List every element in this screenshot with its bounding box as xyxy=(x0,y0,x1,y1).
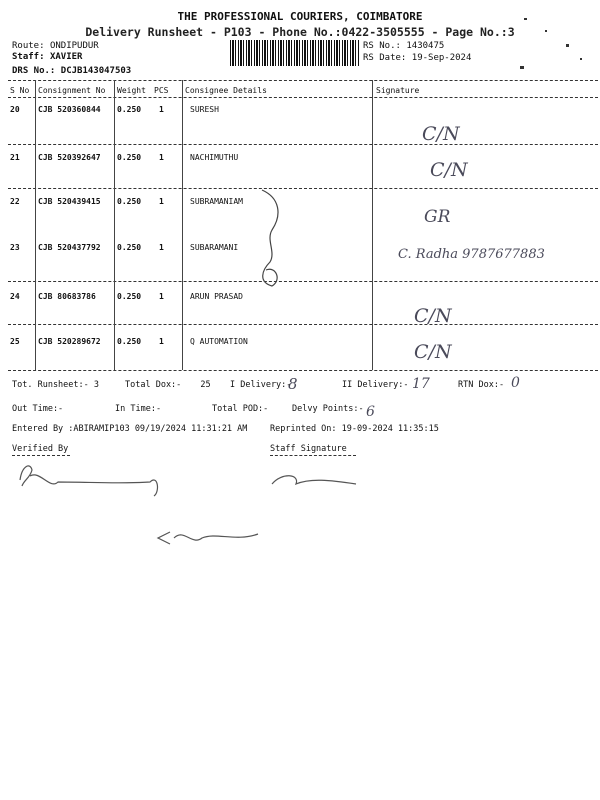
row-consignment: CJB 520439415 xyxy=(38,197,101,206)
scan-speck xyxy=(520,66,524,69)
row-signature: GR xyxy=(424,207,451,227)
staff-value: XAVIER xyxy=(49,52,83,62)
column-header-weight: Weight xyxy=(117,86,146,95)
rtn-dox-label: RTN Dox:- xyxy=(458,380,505,390)
row-rule xyxy=(8,144,598,145)
row-weight: 0.250 xyxy=(117,197,142,206)
i-delivery-label: I Delivery:- xyxy=(230,380,292,390)
verified-by-signature xyxy=(20,466,157,496)
scan-speck xyxy=(580,58,582,60)
row-consignee: SURESH xyxy=(190,105,219,114)
staff-signature-mark xyxy=(272,476,356,484)
scan-speck xyxy=(545,30,547,32)
rs-date-value: 19-Sep-2024 xyxy=(411,53,472,63)
row-pcs: 1 xyxy=(159,197,164,206)
row-sno: 20 xyxy=(10,105,20,114)
staff-line xyxy=(12,52,82,62)
in-time-label: In Time:- xyxy=(115,404,162,414)
column-divider xyxy=(182,80,183,370)
row-weight: 0.250 xyxy=(117,292,142,301)
runsheet-subtitle: Delivery Runsheet - P103 - Phone No.:0422-3505555 - Page No.:3 xyxy=(85,25,515,39)
row-consignee: Q AUTOMATION xyxy=(190,337,248,346)
tot-runsheet: Tot. Runsheet:- 3 xyxy=(12,380,99,390)
staff-signature-underline xyxy=(270,455,356,456)
route-value: ONDIPUDUR xyxy=(49,41,99,51)
reprinted-on: Reprinted On: 19-09-2024 11:35:15 xyxy=(270,424,439,434)
row-weight: 0.250 xyxy=(117,243,142,252)
column-divider xyxy=(35,80,36,370)
column-header-consignment: Consignment No xyxy=(38,86,106,95)
total-dox-label: Total Dox:- xyxy=(125,380,182,390)
row-pcs: 1 xyxy=(159,243,164,252)
row-weight: 0.250 xyxy=(117,105,142,114)
barcode-image xyxy=(230,40,360,66)
rs-no-label: RS No.: xyxy=(363,41,401,51)
row-pcs: 1 xyxy=(159,292,164,301)
ii-delivery-label: II Delivery:- xyxy=(342,380,409,390)
row-sno: 22 xyxy=(10,197,20,206)
row-weight: 0.250 xyxy=(117,337,142,346)
row-consignee: SUBARAMANI xyxy=(190,243,239,252)
row-consignment: CJB 80683786 xyxy=(38,292,96,301)
rs-date-label: RS Date: xyxy=(363,53,407,63)
row-signature: C/N xyxy=(422,123,460,145)
delvy-points-label: Delvy Points:- xyxy=(292,404,364,414)
scan-speck xyxy=(524,18,527,20)
i-delivery-hand-value: 8 xyxy=(288,375,298,393)
row-signature: C. Radha 9787677883 xyxy=(398,247,545,262)
row-consignee: SUBRAMANIAM xyxy=(190,197,243,206)
rs-no-line xyxy=(363,41,444,51)
column-header-consignee: Consignee Details xyxy=(185,86,267,95)
row-sno: 24 xyxy=(10,292,20,301)
row-consignee: NACHIMUTHU xyxy=(190,153,239,162)
row-sno: 25 xyxy=(10,337,20,346)
table-top-rule xyxy=(8,80,598,81)
column-divider xyxy=(372,80,373,370)
column-header-sno: S No xyxy=(10,86,30,95)
extra-signature-mark xyxy=(158,532,258,544)
row-signature: C/N xyxy=(430,159,468,181)
out-time-label: Out Time:- xyxy=(12,404,64,414)
row-sno: 21 xyxy=(10,153,20,162)
table-bottom-rule xyxy=(8,370,598,371)
rtn-dox-hand-value: 0 xyxy=(511,375,520,391)
staff-signature-label: Staff Signature xyxy=(270,444,347,454)
drs-value: DCJB143047503 xyxy=(60,66,132,76)
row-pcs: 1 xyxy=(159,105,164,114)
column-header-pcs: PCS xyxy=(154,86,169,95)
bracket-mark xyxy=(262,190,278,286)
company-title: THE PROFESSIONAL COURIERS, COIMBATORE xyxy=(177,10,423,23)
delvy-points-hand-value: 6 xyxy=(366,404,375,420)
table-header-rule xyxy=(8,97,598,98)
entered-by: Entered By :ABIRAMIP103 09/19/2024 11:31:21 AM xyxy=(12,424,248,434)
verified-by-underline xyxy=(12,455,70,456)
row-rule xyxy=(8,324,598,325)
total-pod-label: Total POD:- xyxy=(212,404,269,414)
row-signature: C/N xyxy=(414,305,452,327)
row-pcs: 1 xyxy=(159,337,164,346)
total-dox xyxy=(125,380,211,390)
row-consignment: CJB 520289672 xyxy=(38,337,101,346)
row-consignee: ARUN PRASAD xyxy=(190,292,243,301)
row-rule xyxy=(8,281,598,282)
row-sno: 23 xyxy=(10,243,20,252)
row-pcs: 1 xyxy=(159,153,164,162)
ii-delivery-hand-value: 17 xyxy=(412,376,430,392)
total-dox-value: 25 xyxy=(200,380,211,390)
drs-label: DRS No.: xyxy=(12,66,56,76)
row-consignment: CJB 520392647 xyxy=(38,153,101,162)
rs-date-line xyxy=(363,53,471,63)
route-label: Route: xyxy=(12,41,45,51)
rs-no-value: 1430475 xyxy=(406,41,445,51)
drs-line xyxy=(12,66,131,76)
scan-speck xyxy=(566,44,569,47)
column-divider xyxy=(114,80,115,370)
row-rule xyxy=(8,188,598,189)
row-consignment: CJB 520437792 xyxy=(38,243,101,252)
verified-by-label: Verified By xyxy=(12,444,69,454)
row-signature: C/N xyxy=(414,341,452,363)
row-weight: 0.250 xyxy=(117,153,142,162)
route-line xyxy=(12,41,99,51)
row-consignment: CJB 520360844 xyxy=(38,105,101,114)
column-header-signature: Signature xyxy=(376,86,420,95)
staff-label: Staff: xyxy=(12,52,45,62)
